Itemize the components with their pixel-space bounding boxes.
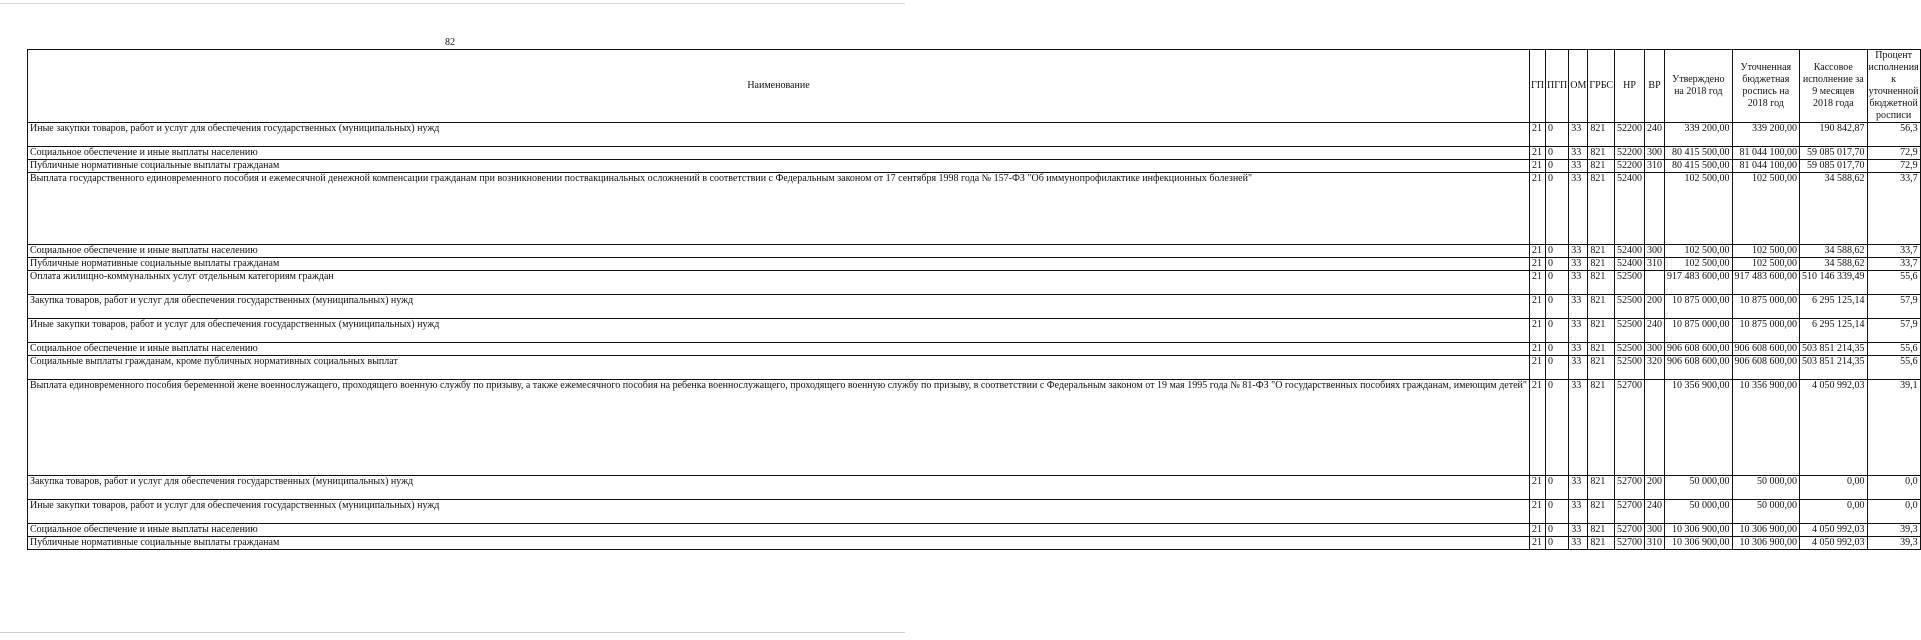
row-np-cell: 52400: [1615, 173, 1645, 245]
row-np-cell: 52500: [1615, 295, 1645, 319]
row-vr-cell: 200: [1645, 295, 1665, 319]
row-name-cell: Иные закупки товаров, работ и услуг для обеспечения государственных (муниципальных) нужд: [28, 319, 1530, 343]
row-ppgp-cell: 0: [1546, 319, 1569, 343]
row-ppgp-cell: 0: [1546, 173, 1569, 245]
row-revised-cell: 339 200,00: [1732, 123, 1800, 147]
page-number: 82: [445, 37, 455, 48]
table-row: [28, 160, 1921, 173]
row-percent-cell: 0,0: [1867, 500, 1920, 524]
row-np-cell: 52500: [1615, 271, 1645, 295]
table-row: [28, 343, 1921, 356]
row-gp-cell: 21: [1529, 380, 1545, 476]
row-approved-cell: 80 415 500,00: [1665, 160, 1733, 173]
row-om-cell: 33: [1569, 123, 1588, 147]
row-executed-cell: 6 295 125,14: [1800, 319, 1868, 343]
row-approved-cell: 10 875 000,00: [1665, 319, 1733, 343]
header-vr: ВР: [1645, 50, 1665, 123]
row-om-cell: 33: [1569, 295, 1588, 319]
row-name-cell: Оплата жилищно-коммунальных услуг отдельным категориям граждан: [28, 271, 1530, 295]
row-grbs-cell: 821: [1588, 295, 1615, 319]
row-om-cell: 33: [1569, 356, 1588, 380]
row-vr-cell: 240: [1645, 319, 1665, 343]
row-revised-cell: 10 306 900,00: [1732, 537, 1800, 550]
row-name-cell: Социальное обеспечение и иные выплаты населению: [28, 245, 1530, 258]
table-row: [28, 245, 1921, 258]
row-percent-cell: 57,9: [1867, 319, 1920, 343]
row-gp-cell: 21: [1529, 524, 1545, 537]
row-revised-cell: 81 044 100,00: [1732, 147, 1800, 160]
row-grbs-cell: 821: [1588, 160, 1615, 173]
header-percent: Процент исполнения к уточненной бюджетной росписи: [1868, 50, 1919, 121]
row-name-cell: Социальное обеспечение и иные выплаты населению: [28, 524, 1530, 537]
row-percent-cell: 39,3: [1867, 537, 1920, 550]
row-approved-cell: 102 500,00: [1665, 173, 1733, 245]
row-percent-cell: 57,9: [1867, 295, 1920, 319]
row-approved-cell: 906 608 600,00: [1665, 356, 1733, 380]
row-percent-cell: 39,1: [1867, 380, 1920, 476]
row-revised-cell: 906 608 600,00: [1732, 343, 1800, 356]
row-np-cell: 52700: [1615, 537, 1645, 550]
row-approved-cell: 102 500,00: [1665, 245, 1733, 258]
row-gp-cell: 21: [1529, 319, 1545, 343]
row-grbs-cell: 821: [1588, 537, 1615, 550]
row-executed-cell: 503 851 214,35: [1800, 343, 1868, 356]
row-vr-cell: 310: [1645, 258, 1665, 271]
table-row: [28, 476, 1921, 500]
row-revised-cell: 917 483 600,00: [1732, 271, 1800, 295]
row-approved-cell: 102 500,00: [1665, 258, 1733, 271]
header-approved: Утверждено на 2018 год: [1665, 50, 1733, 123]
row-om-cell: 33: [1569, 500, 1588, 524]
row-executed-cell: 59 085 017,70: [1800, 160, 1868, 173]
row-approved-cell: 917 483 600,00: [1665, 271, 1733, 295]
row-executed-cell: 34 588,62: [1800, 245, 1868, 258]
row-grbs-cell: 821: [1588, 524, 1615, 537]
row-approved-cell: 80 415 500,00: [1665, 147, 1733, 160]
row-approved-cell: 10 875 000,00: [1665, 295, 1733, 319]
row-percent-cell: 55,6: [1867, 356, 1920, 380]
row-executed-cell: 34 588,62: [1800, 258, 1868, 271]
row-gp-cell: 21: [1529, 160, 1545, 173]
row-approved-cell: 906 608 600,00: [1665, 343, 1733, 356]
row-ppgp-cell: 0: [1546, 356, 1569, 380]
row-vr-cell: 240: [1645, 500, 1665, 524]
row-gp-cell: 21: [1529, 123, 1545, 147]
row-name-cell: Социальные выплаты гражданам, кроме публичных нормативных социальных выплат: [28, 356, 1530, 380]
table-row: [28, 147, 1921, 160]
row-vr-cell: [1645, 173, 1665, 245]
row-ppgp-cell: 0: [1546, 500, 1569, 524]
row-gp-cell: 21: [1529, 343, 1545, 356]
row-np-cell: 52200: [1615, 147, 1645, 160]
row-percent-cell: 33,7: [1867, 258, 1920, 271]
table-row: [28, 123, 1921, 147]
header-executed: Кассовое исполнение за 9 месяцев 2018 года: [1800, 50, 1868, 123]
row-name-cell: Публичные нормативные социальные выплаты гражданам: [28, 160, 1530, 173]
row-vr-cell: 300: [1645, 147, 1665, 160]
row-grbs-cell: 821: [1588, 123, 1615, 147]
table-row: [28, 271, 1921, 295]
row-revised-cell: 50 000,00: [1732, 476, 1800, 500]
row-percent-cell: 0,0: [1867, 476, 1920, 500]
row-gp-cell: 21: [1529, 537, 1545, 550]
row-ppgp-cell: 0: [1546, 123, 1569, 147]
row-revised-cell: 10 306 900,00: [1732, 524, 1800, 537]
header-np: НР: [1615, 50, 1645, 123]
row-om-cell: 33: [1569, 258, 1588, 271]
row-gp-cell: 21: [1529, 258, 1545, 271]
row-vr-cell: 310: [1645, 537, 1665, 550]
row-ppgp-cell: 0: [1546, 537, 1569, 550]
table-header-row: [28, 50, 1921, 123]
row-revised-cell: 102 500,00: [1732, 258, 1800, 271]
table-row: [28, 500, 1921, 524]
header-om: ОМ: [1569, 50, 1588, 123]
row-revised-cell: 81 044 100,00: [1732, 160, 1800, 173]
row-name-cell: Закупка товаров, работ и услуг для обеспечения государственных (муниципальных) нужд: [28, 295, 1530, 319]
row-np-cell: 52700: [1615, 380, 1645, 476]
table-row: [28, 295, 1921, 319]
row-ppgp-cell: 0: [1546, 147, 1569, 160]
row-revised-cell: 102 500,00: [1732, 173, 1800, 245]
row-ppgp-cell: 0: [1546, 343, 1569, 356]
row-om-cell: 33: [1569, 147, 1588, 160]
row-percent-cell: 72,9: [1867, 160, 1920, 173]
row-name-cell: Выплата государственного единовременного пособия и ежемесячной денежной компенсации гражданам при возникновении поствакцинальных осложнений в соответствии с Федеральным законом от 17 сентября 1998 года № 157-ФЗ "Об иммунопрофилактике инфекционных болезней": [28, 173, 1530, 245]
row-executed-cell: 4 050 992,03: [1800, 537, 1868, 550]
row-approved-cell: 50 000,00: [1665, 500, 1733, 524]
row-revised-cell: 10 875 000,00: [1732, 319, 1800, 343]
table-row: [28, 319, 1921, 343]
row-ppgp-cell: 0: [1546, 271, 1569, 295]
row-grbs-cell: 821: [1588, 476, 1615, 500]
header-name: Наименование: [28, 50, 1530, 123]
row-ppgp-cell: 0: [1546, 245, 1569, 258]
row-percent-cell: 33,7: [1867, 245, 1920, 258]
row-revised-cell: 10 875 000,00: [1732, 295, 1800, 319]
row-np-cell: 52500: [1615, 356, 1645, 380]
row-grbs-cell: 821: [1588, 271, 1615, 295]
row-executed-cell: 4 050 992,03: [1800, 524, 1868, 537]
row-revised-cell: 906 608 600,00: [1732, 356, 1800, 380]
row-approved-cell: 10 306 900,00: [1665, 537, 1733, 550]
row-np-cell: 52500: [1615, 343, 1645, 356]
row-vr-cell: 300: [1645, 245, 1665, 258]
row-executed-cell: 0,00: [1800, 476, 1868, 500]
row-vr-cell: 300: [1645, 343, 1665, 356]
row-name-cell: Публичные нормативные социальные выплаты гражданам: [28, 258, 1530, 271]
row-vr-cell: 240: [1645, 123, 1665, 147]
row-gp-cell: 21: [1529, 295, 1545, 319]
budget-execution-table: [27, 49, 1921, 550]
row-executed-cell: 0,00: [1800, 500, 1868, 524]
row-np-cell: 52500: [1615, 319, 1645, 343]
row-vr-cell: 200: [1645, 476, 1665, 500]
row-np-cell: 52400: [1615, 258, 1645, 271]
row-name-cell: Социальное обеспечение и иные выплаты населению: [28, 147, 1530, 160]
header-grbs: ГРБС: [1588, 50, 1615, 123]
row-gp-cell: 21: [1529, 245, 1545, 258]
row-om-cell: 33: [1569, 173, 1588, 245]
row-name-cell: Социальное обеспечение и иные выплаты населению: [28, 343, 1530, 356]
row-percent-cell: 56,3: [1867, 123, 1920, 147]
bottom-scan-rule: [0, 632, 905, 633]
row-om-cell: 33: [1569, 380, 1588, 476]
table-row: [28, 537, 1921, 550]
row-vr-cell: 320: [1645, 356, 1665, 380]
row-executed-cell: 59 085 017,70: [1800, 147, 1868, 160]
row-gp-cell: 21: [1529, 356, 1545, 380]
row-revised-cell: 50 000,00: [1732, 500, 1800, 524]
row-ppgp-cell: 0: [1546, 524, 1569, 537]
row-gp-cell: 21: [1529, 500, 1545, 524]
row-approved-cell: 339 200,00: [1665, 123, 1733, 147]
row-grbs-cell: 821: [1588, 500, 1615, 524]
header-revised: Уточненная бюджетная роспись на 2018 год: [1732, 50, 1800, 123]
row-executed-cell: 6 295 125,14: [1800, 295, 1868, 319]
row-om-cell: 33: [1569, 524, 1588, 537]
row-grbs-cell: 821: [1588, 147, 1615, 160]
row-ppgp-cell: 0: [1546, 258, 1569, 271]
top-scan-rule: [0, 3, 905, 4]
row-grbs-cell: 821: [1588, 343, 1615, 356]
row-ppgp-cell: 0: [1546, 380, 1569, 476]
row-om-cell: 33: [1569, 343, 1588, 356]
row-ppgp-cell: 0: [1546, 295, 1569, 319]
row-np-cell: 52200: [1615, 123, 1645, 147]
row-om-cell: 33: [1569, 476, 1588, 500]
row-approved-cell: 10 356 900,00: [1665, 380, 1733, 476]
row-approved-cell: 50 000,00: [1665, 476, 1733, 500]
row-om-cell: 33: [1569, 271, 1588, 295]
row-grbs-cell: 821: [1588, 258, 1615, 271]
row-grbs-cell: 821: [1588, 245, 1615, 258]
row-percent-cell: 39,3: [1867, 524, 1920, 537]
row-np-cell: 52700: [1615, 524, 1645, 537]
table-row: [28, 173, 1921, 245]
row-name-cell: Иные закупки товаров, работ и услуг для обеспечения государственных (муниципальных) нужд: [28, 500, 1530, 524]
row-om-cell: 33: [1569, 319, 1588, 343]
table-row: [28, 524, 1921, 537]
row-om-cell: 33: [1569, 537, 1588, 550]
table-row: [28, 258, 1921, 271]
row-ppgp-cell: 0: [1546, 476, 1569, 500]
row-name-cell: Публичные нормативные социальные выплаты гражданам: [28, 537, 1530, 550]
row-name-cell: Выплата единовременного пособия беременной жене военнослужащего, проходящего военную службу по призыву, а также ежемесячного пособия на ребенка военнослужащего, проходящего военную службу по призыву, в соответствии с Федеральным законом от 19 мая 1995 года № 81-ФЗ "О государственных пособиях гражданам, имеющим детей": [28, 380, 1530, 476]
row-executed-cell: 34 588,62: [1800, 173, 1868, 245]
row-np-cell: 52700: [1615, 500, 1645, 524]
row-vr-cell: [1645, 380, 1665, 476]
row-grbs-cell: 821: [1588, 319, 1615, 343]
row-grbs-cell: 821: [1588, 380, 1615, 476]
row-percent-cell: 33,7: [1867, 173, 1920, 245]
row-name-cell: Иные закупки товаров, работ и услуг для обеспечения государственных (муниципальных) нужд: [28, 123, 1530, 147]
row-ppgp-cell: 0: [1546, 160, 1569, 173]
row-np-cell: 52700: [1615, 476, 1645, 500]
row-name-cell: Закупка товаров, работ и услуг для обеспечения государственных (муниципальных) нужд: [28, 476, 1530, 500]
row-vr-cell: 300: [1645, 524, 1665, 537]
row-percent-cell: 72,9: [1867, 147, 1920, 160]
row-np-cell: 52400: [1615, 245, 1645, 258]
row-gp-cell: 21: [1529, 173, 1545, 245]
row-vr-cell: 310: [1645, 160, 1665, 173]
row-percent-cell: 55,6: [1867, 343, 1920, 356]
row-grbs-cell: 821: [1588, 173, 1615, 245]
row-gp-cell: 21: [1529, 271, 1545, 295]
row-gp-cell: 21: [1529, 147, 1545, 160]
row-executed-cell: 503 851 214,35: [1800, 356, 1868, 380]
row-executed-cell: 4 050 992,03: [1800, 380, 1868, 476]
row-gp-cell: 21: [1529, 476, 1545, 500]
row-om-cell: 33: [1569, 245, 1588, 258]
row-approved-cell: 10 306 900,00: [1665, 524, 1733, 537]
row-revised-cell: 102 500,00: [1732, 245, 1800, 258]
row-executed-cell: 510 146 339,49: [1800, 271, 1868, 295]
row-executed-cell: 190 842,87: [1800, 123, 1868, 147]
row-np-cell: 52200: [1615, 160, 1645, 173]
row-grbs-cell: 821: [1588, 356, 1615, 380]
header-gp: ГП: [1529, 50, 1545, 123]
row-revised-cell: 10 356 900,00: [1732, 380, 1800, 476]
row-om-cell: 33: [1569, 160, 1588, 173]
table-row: [28, 356, 1921, 380]
table-row: [28, 380, 1921, 476]
header-ppgp: ПГП: [1546, 50, 1569, 123]
row-percent-cell: 55,6: [1867, 271, 1920, 295]
row-vr-cell: [1645, 271, 1665, 295]
